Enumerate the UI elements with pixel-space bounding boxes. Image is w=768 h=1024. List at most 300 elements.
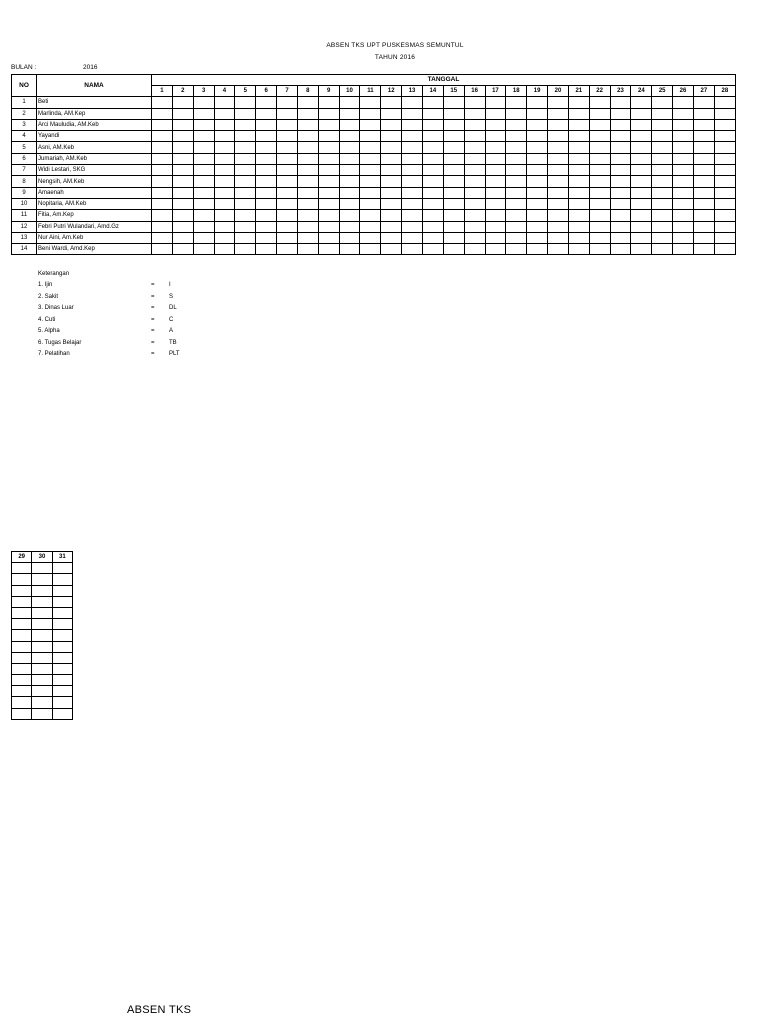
attendance-cell[interactable]	[214, 187, 235, 198]
attendance-cell[interactable]	[297, 221, 318, 232]
attendance-cell[interactable]	[527, 108, 548, 119]
attendance-cell[interactable]	[568, 198, 589, 209]
attendance-cell[interactable]	[193, 221, 214, 232]
attendance-cell[interactable]	[464, 232, 485, 243]
attendance-cell[interactable]	[443, 244, 464, 255]
attendance-cell[interactable]	[235, 97, 256, 108]
attendance-cell[interactable]	[297, 97, 318, 108]
attendance-cell[interactable]	[548, 165, 569, 176]
attendance-cell[interactable]	[318, 153, 339, 164]
attendance-cell[interactable]	[256, 232, 277, 243]
attendance-cell[interactable]	[32, 652, 52, 663]
attendance-cell[interactable]	[485, 244, 506, 255]
attendance-cell[interactable]	[589, 153, 610, 164]
attendance-cell[interactable]	[714, 210, 735, 221]
attendance-cell[interactable]	[527, 131, 548, 142]
attendance-cell[interactable]	[652, 142, 673, 153]
attendance-cell[interactable]	[297, 198, 318, 209]
attendance-cell[interactable]	[360, 165, 381, 176]
attendance-cell[interactable]	[32, 585, 52, 596]
attendance-cell[interactable]	[193, 97, 214, 108]
attendance-cell[interactable]	[506, 108, 527, 119]
attendance-cell[interactable]	[693, 244, 714, 255]
attendance-cell[interactable]	[693, 97, 714, 108]
attendance-cell[interactable]	[214, 176, 235, 187]
attendance-cell[interactable]	[381, 187, 402, 198]
attendance-cell[interactable]	[152, 153, 173, 164]
attendance-cell[interactable]	[693, 187, 714, 198]
attendance-cell[interactable]	[443, 153, 464, 164]
attendance-cell[interactable]	[193, 153, 214, 164]
attendance-cell[interactable]	[193, 198, 214, 209]
attendance-cell[interactable]	[277, 232, 298, 243]
attendance-cell[interactable]	[360, 153, 381, 164]
attendance-cell[interactable]	[527, 210, 548, 221]
attendance-cell[interactable]	[464, 165, 485, 176]
attendance-cell[interactable]	[485, 153, 506, 164]
attendance-cell[interactable]	[402, 221, 423, 232]
attendance-cell[interactable]	[693, 153, 714, 164]
attendance-cell[interactable]	[464, 176, 485, 187]
attendance-cell[interactable]	[464, 97, 485, 108]
attendance-cell[interactable]	[277, 176, 298, 187]
attendance-cell[interactable]	[631, 210, 652, 221]
attendance-cell[interactable]	[673, 210, 694, 221]
attendance-cell[interactable]	[568, 108, 589, 119]
attendance-cell[interactable]	[673, 131, 694, 142]
attendance-cell[interactable]	[652, 108, 673, 119]
attendance-cell[interactable]	[193, 232, 214, 243]
attendance-cell[interactable]	[548, 210, 569, 221]
attendance-cell[interactable]	[610, 108, 631, 119]
attendance-cell[interactable]	[589, 221, 610, 232]
attendance-cell[interactable]	[506, 176, 527, 187]
attendance-cell[interactable]	[339, 232, 360, 243]
attendance-cell[interactable]	[568, 165, 589, 176]
attendance-cell[interactable]	[443, 198, 464, 209]
attendance-cell[interactable]	[214, 232, 235, 243]
attendance-cell[interactable]	[714, 187, 735, 198]
attendance-cell[interactable]	[32, 663, 52, 674]
attendance-cell[interactable]	[548, 142, 569, 153]
attendance-cell[interactable]	[589, 198, 610, 209]
attendance-cell[interactable]	[464, 131, 485, 142]
attendance-cell[interactable]	[297, 232, 318, 243]
attendance-cell[interactable]	[506, 142, 527, 153]
attendance-cell[interactable]	[381, 153, 402, 164]
attendance-cell[interactable]	[318, 198, 339, 209]
attendance-cell[interactable]	[443, 165, 464, 176]
attendance-cell[interactable]	[589, 210, 610, 221]
attendance-cell[interactable]	[652, 244, 673, 255]
attendance-cell[interactable]	[506, 244, 527, 255]
attendance-cell[interactable]	[652, 232, 673, 243]
attendance-cell[interactable]	[193, 244, 214, 255]
attendance-cell[interactable]	[443, 232, 464, 243]
attendance-cell[interactable]	[318, 210, 339, 221]
attendance-cell[interactable]	[527, 232, 548, 243]
attendance-cell[interactable]	[464, 198, 485, 209]
attendance-cell[interactable]	[548, 232, 569, 243]
attendance-cell[interactable]	[52, 675, 72, 686]
attendance-cell[interactable]	[339, 187, 360, 198]
attendance-cell[interactable]	[256, 119, 277, 130]
attendance-cell[interactable]	[172, 165, 193, 176]
attendance-cell[interactable]	[693, 119, 714, 130]
attendance-cell[interactable]	[339, 165, 360, 176]
attendance-cell[interactable]	[256, 153, 277, 164]
attendance-cell[interactable]	[610, 232, 631, 243]
attendance-cell[interactable]	[693, 198, 714, 209]
attendance-cell[interactable]	[256, 97, 277, 108]
attendance-cell[interactable]	[32, 630, 52, 641]
attendance-cell[interactable]	[12, 708, 32, 719]
attendance-cell[interactable]	[568, 142, 589, 153]
attendance-cell[interactable]	[714, 108, 735, 119]
attendance-cell[interactable]	[277, 119, 298, 130]
attendance-cell[interactable]	[485, 119, 506, 130]
attendance-cell[interactable]	[318, 244, 339, 255]
attendance-cell[interactable]	[402, 131, 423, 142]
attendance-cell[interactable]	[235, 232, 256, 243]
attendance-cell[interactable]	[589, 108, 610, 119]
attendance-cell[interactable]	[297, 108, 318, 119]
attendance-cell[interactable]	[485, 165, 506, 176]
attendance-cell[interactable]	[360, 221, 381, 232]
attendance-cell[interactable]	[402, 165, 423, 176]
attendance-cell[interactable]	[381, 119, 402, 130]
attendance-cell[interactable]	[277, 108, 298, 119]
attendance-cell[interactable]	[32, 708, 52, 719]
attendance-cell[interactable]	[152, 176, 173, 187]
attendance-cell[interactable]	[32, 596, 52, 607]
attendance-cell[interactable]	[381, 232, 402, 243]
attendance-cell[interactable]	[277, 221, 298, 232]
attendance-cell[interactable]	[32, 574, 52, 585]
attendance-cell[interactable]	[318, 232, 339, 243]
attendance-cell[interactable]	[172, 153, 193, 164]
attendance-cell[interactable]	[256, 210, 277, 221]
attendance-cell[interactable]	[506, 221, 527, 232]
attendance-cell[interactable]	[527, 221, 548, 232]
attendance-cell[interactable]	[339, 97, 360, 108]
attendance-cell[interactable]	[693, 131, 714, 142]
attendance-cell[interactable]	[256, 221, 277, 232]
attendance-cell[interactable]	[214, 153, 235, 164]
attendance-cell[interactable]	[422, 244, 443, 255]
attendance-cell[interactable]	[193, 165, 214, 176]
attendance-cell[interactable]	[297, 142, 318, 153]
attendance-cell[interactable]	[589, 119, 610, 130]
attendance-cell[interactable]	[12, 697, 32, 708]
attendance-cell[interactable]	[589, 97, 610, 108]
attendance-cell[interactable]	[422, 232, 443, 243]
attendance-cell[interactable]	[360, 119, 381, 130]
attendance-cell[interactable]	[193, 108, 214, 119]
attendance-cell[interactable]	[652, 210, 673, 221]
attendance-cell[interactable]	[673, 232, 694, 243]
attendance-cell[interactable]	[256, 142, 277, 153]
attendance-cell[interactable]	[548, 221, 569, 232]
attendance-cell[interactable]	[673, 153, 694, 164]
attendance-cell[interactable]	[548, 119, 569, 130]
attendance-cell[interactable]	[152, 119, 173, 130]
attendance-cell[interactable]	[152, 142, 173, 153]
attendance-cell[interactable]	[297, 187, 318, 198]
attendance-cell[interactable]	[402, 187, 423, 198]
attendance-cell[interactable]	[339, 244, 360, 255]
attendance-cell[interactable]	[693, 142, 714, 153]
attendance-cell[interactable]	[693, 165, 714, 176]
attendance-cell[interactable]	[172, 108, 193, 119]
attendance-cell[interactable]	[527, 165, 548, 176]
attendance-cell[interactable]	[714, 176, 735, 187]
attendance-cell[interactable]	[235, 187, 256, 198]
attendance-cell[interactable]	[381, 198, 402, 209]
attendance-cell[interactable]	[610, 97, 631, 108]
attendance-cell[interactable]	[381, 108, 402, 119]
attendance-cell[interactable]	[12, 574, 32, 585]
attendance-cell[interactable]	[652, 119, 673, 130]
attendance-cell[interactable]	[568, 244, 589, 255]
attendance-cell[interactable]	[568, 97, 589, 108]
attendance-cell[interactable]	[402, 176, 423, 187]
attendance-cell[interactable]	[673, 187, 694, 198]
attendance-cell[interactable]	[193, 119, 214, 130]
attendance-cell[interactable]	[610, 165, 631, 176]
attendance-cell[interactable]	[568, 187, 589, 198]
attendance-cell[interactable]	[214, 198, 235, 209]
attendance-cell[interactable]	[12, 652, 32, 663]
attendance-cell[interactable]	[172, 119, 193, 130]
attendance-cell[interactable]	[235, 210, 256, 221]
attendance-cell[interactable]	[631, 165, 652, 176]
attendance-cell[interactable]	[422, 131, 443, 142]
attendance-cell[interactable]	[297, 131, 318, 142]
attendance-cell[interactable]	[235, 221, 256, 232]
attendance-cell[interactable]	[631, 187, 652, 198]
attendance-cell[interactable]	[214, 221, 235, 232]
attendance-cell[interactable]	[12, 641, 32, 652]
attendance-cell[interactable]	[422, 221, 443, 232]
attendance-cell[interactable]	[443, 221, 464, 232]
attendance-cell[interactable]	[381, 210, 402, 221]
attendance-cell[interactable]	[527, 119, 548, 130]
attendance-cell[interactable]	[235, 165, 256, 176]
attendance-cell[interactable]	[673, 221, 694, 232]
attendance-cell[interactable]	[339, 131, 360, 142]
attendance-cell[interactable]	[422, 210, 443, 221]
attendance-cell[interactable]	[652, 221, 673, 232]
attendance-cell[interactable]	[235, 131, 256, 142]
attendance-cell[interactable]	[548, 153, 569, 164]
attendance-cell[interactable]	[381, 244, 402, 255]
attendance-cell[interactable]	[297, 165, 318, 176]
attendance-cell[interactable]	[610, 244, 631, 255]
attendance-cell[interactable]	[464, 142, 485, 153]
attendance-cell[interactable]	[506, 153, 527, 164]
attendance-cell[interactable]	[12, 607, 32, 618]
attendance-cell[interactable]	[52, 574, 72, 585]
attendance-cell[interactable]	[485, 198, 506, 209]
attendance-cell[interactable]	[256, 176, 277, 187]
attendance-cell[interactable]	[422, 165, 443, 176]
attendance-cell[interactable]	[152, 232, 173, 243]
attendance-cell[interactable]	[256, 108, 277, 119]
attendance-cell[interactable]	[214, 97, 235, 108]
attendance-cell[interactable]	[693, 176, 714, 187]
attendance-cell[interactable]	[422, 176, 443, 187]
attendance-cell[interactable]	[52, 663, 72, 674]
attendance-cell[interactable]	[381, 97, 402, 108]
attendance-cell[interactable]	[485, 221, 506, 232]
attendance-cell[interactable]	[422, 119, 443, 130]
attendance-cell[interactable]	[485, 210, 506, 221]
attendance-cell[interactable]	[339, 221, 360, 232]
attendance-cell[interactable]	[339, 198, 360, 209]
attendance-cell[interactable]	[673, 198, 694, 209]
attendance-cell[interactable]	[714, 153, 735, 164]
attendance-cell[interactable]	[297, 210, 318, 221]
attendance-cell[interactable]	[235, 153, 256, 164]
attendance-cell[interactable]	[527, 142, 548, 153]
attendance-cell[interactable]	[631, 119, 652, 130]
attendance-cell[interactable]	[422, 97, 443, 108]
attendance-cell[interactable]	[277, 131, 298, 142]
attendance-cell[interactable]	[52, 563, 72, 574]
attendance-cell[interactable]	[652, 176, 673, 187]
attendance-cell[interactable]	[485, 97, 506, 108]
attendance-cell[interactable]	[52, 630, 72, 641]
attendance-cell[interactable]	[443, 187, 464, 198]
attendance-cell[interactable]	[318, 142, 339, 153]
attendance-cell[interactable]	[589, 165, 610, 176]
attendance-cell[interactable]	[172, 221, 193, 232]
attendance-cell[interactable]	[443, 176, 464, 187]
attendance-cell[interactable]	[402, 244, 423, 255]
attendance-cell[interactable]	[339, 153, 360, 164]
attendance-cell[interactable]	[214, 131, 235, 142]
attendance-cell[interactable]	[277, 142, 298, 153]
attendance-cell[interactable]	[339, 119, 360, 130]
attendance-cell[interactable]	[464, 187, 485, 198]
attendance-cell[interactable]	[360, 244, 381, 255]
attendance-cell[interactable]	[339, 142, 360, 153]
attendance-cell[interactable]	[506, 97, 527, 108]
attendance-cell[interactable]	[381, 142, 402, 153]
attendance-cell[interactable]	[610, 153, 631, 164]
attendance-cell[interactable]	[506, 165, 527, 176]
attendance-cell[interactable]	[631, 198, 652, 209]
attendance-cell[interactable]	[297, 176, 318, 187]
attendance-cell[interactable]	[32, 675, 52, 686]
attendance-cell[interactable]	[527, 244, 548, 255]
attendance-cell[interactable]	[402, 210, 423, 221]
attendance-cell[interactable]	[485, 131, 506, 142]
attendance-cell[interactable]	[652, 97, 673, 108]
attendance-cell[interactable]	[568, 119, 589, 130]
attendance-cell[interactable]	[402, 142, 423, 153]
attendance-cell[interactable]	[172, 232, 193, 243]
attendance-cell[interactable]	[568, 232, 589, 243]
attendance-cell[interactable]	[506, 210, 527, 221]
attendance-cell[interactable]	[172, 244, 193, 255]
attendance-cell[interactable]	[152, 198, 173, 209]
attendance-cell[interactable]	[318, 221, 339, 232]
attendance-cell[interactable]	[631, 221, 652, 232]
attendance-cell[interactable]	[318, 97, 339, 108]
attendance-cell[interactable]	[235, 244, 256, 255]
attendance-cell[interactable]	[402, 108, 423, 119]
attendance-cell[interactable]	[693, 232, 714, 243]
attendance-cell[interactable]	[318, 176, 339, 187]
attendance-cell[interactable]	[52, 619, 72, 630]
attendance-cell[interactable]	[652, 187, 673, 198]
attendance-cell[interactable]	[443, 97, 464, 108]
attendance-cell[interactable]	[256, 131, 277, 142]
attendance-cell[interactable]	[714, 232, 735, 243]
attendance-cell[interactable]	[548, 176, 569, 187]
attendance-cell[interactable]	[402, 232, 423, 243]
attendance-cell[interactable]	[589, 176, 610, 187]
attendance-cell[interactable]	[631, 232, 652, 243]
attendance-cell[interactable]	[714, 131, 735, 142]
attendance-cell[interactable]	[339, 176, 360, 187]
attendance-cell[interactable]	[214, 142, 235, 153]
attendance-cell[interactable]	[360, 97, 381, 108]
attendance-cell[interactable]	[527, 198, 548, 209]
attendance-cell[interactable]	[506, 119, 527, 130]
attendance-cell[interactable]	[443, 131, 464, 142]
attendance-cell[interactable]	[610, 198, 631, 209]
attendance-cell[interactable]	[631, 176, 652, 187]
attendance-cell[interactable]	[652, 198, 673, 209]
attendance-cell[interactable]	[714, 244, 735, 255]
attendance-cell[interactable]	[360, 198, 381, 209]
attendance-cell[interactable]	[610, 142, 631, 153]
attendance-cell[interactable]	[631, 97, 652, 108]
attendance-cell[interactable]	[589, 232, 610, 243]
attendance-cell[interactable]	[152, 244, 173, 255]
attendance-cell[interactable]	[693, 221, 714, 232]
attendance-cell[interactable]	[485, 187, 506, 198]
attendance-cell[interactable]	[652, 165, 673, 176]
attendance-cell[interactable]	[568, 176, 589, 187]
attendance-cell[interactable]	[152, 97, 173, 108]
attendance-cell[interactable]	[12, 675, 32, 686]
attendance-cell[interactable]	[235, 176, 256, 187]
attendance-cell[interactable]	[12, 596, 32, 607]
attendance-cell[interactable]	[589, 244, 610, 255]
attendance-cell[interactable]	[548, 198, 569, 209]
attendance-cell[interactable]	[172, 210, 193, 221]
attendance-cell[interactable]	[235, 119, 256, 130]
attendance-cell[interactable]	[152, 131, 173, 142]
attendance-cell[interactable]	[360, 108, 381, 119]
attendance-cell[interactable]	[339, 108, 360, 119]
attendance-cell[interactable]	[32, 563, 52, 574]
attendance-cell[interactable]	[464, 210, 485, 221]
attendance-cell[interactable]	[214, 119, 235, 130]
attendance-cell[interactable]	[506, 187, 527, 198]
attendance-cell[interactable]	[152, 108, 173, 119]
attendance-cell[interactable]	[152, 187, 173, 198]
attendance-cell[interactable]	[52, 641, 72, 652]
attendance-cell[interactable]	[568, 153, 589, 164]
attendance-cell[interactable]	[277, 153, 298, 164]
attendance-cell[interactable]	[402, 153, 423, 164]
attendance-cell[interactable]	[12, 630, 32, 641]
